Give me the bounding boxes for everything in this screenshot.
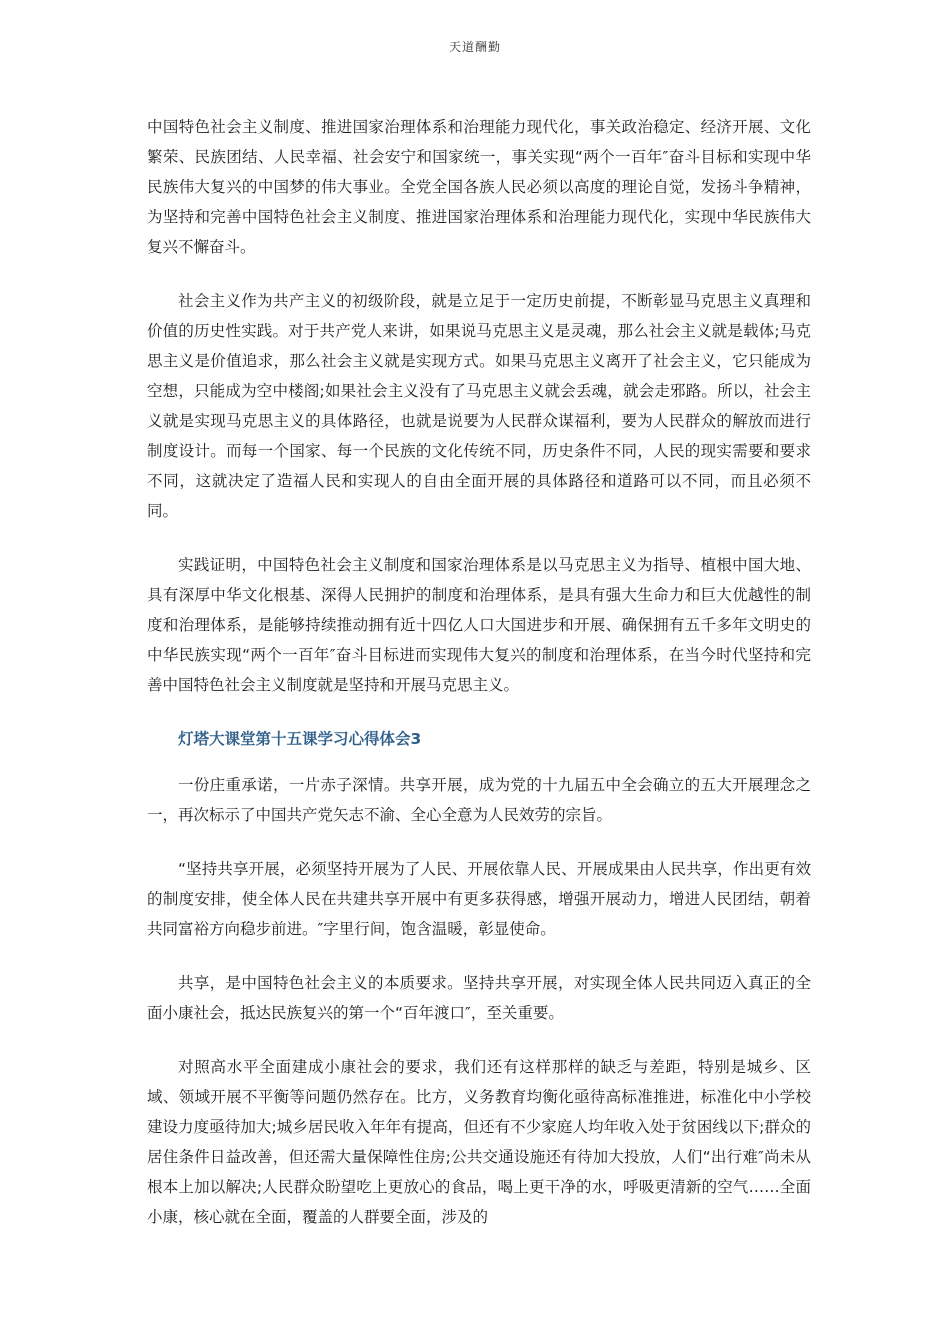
paragraph: 中国特色社会主义制度、推进国家治理体系和治理能力现代化，事关政治稳定、经济开展、文化繁荣、民族团结、人民幸福、社会安宁和国家统一，事关实现“两个一百年″奋斗目标和实现中华民族伟大复兴的中国梦的伟大事业。全党全国各族人民必须以高度的理论自觉，发扬斗争精神，为坚持和完善中国特色社会主义制度、推进国家治理体系和治理能力现代化，实现中华民族伟大复兴不懈奋斗。	[147, 118, 811, 256]
document-body	[147, 112, 811, 1256]
section-heading: 灯塔大课堂第十五课学习心得体会3	[178, 730, 422, 748]
paragraph: 共享，是中国特色社会主义的本质要求。坚持共享开展，对实现全体人民共同迈入真正的全面小康社会，抵达民族复兴的第一个“百年渡口″，至关重要。	[147, 974, 811, 1022]
page-header: 天道酬勤	[448, 40, 501, 54]
paragraph: “坚持共享开展，必须坚持开展为了人民、开展依靠人民、开展成果由人民共享，作出更有效的制度安排，使全体人民在共建共享开展中有更多获得感，增强开展动力，增进人民团结，朝着共同富裕方向稳步前进。″字里行间，饱含温暖，彰显使命。	[147, 860, 811, 938]
paragraph: 对照高水平全面建成小康社会的要求，我们还有这样那样的缺乏与差距，特别是城乡、区域、领域开展不平衡等问题仍然存在。比方，义务教育均衡化亟待高标准推进，标准化中小学校建设力度亟待加大;城乡居民收入年年有提高，但还有不少家庭人均年收入处于贫困线以下;群众的居住条件日益改善，但还需大量保障性住房;公共交通设施还有待加大投放，人们“出行难″尚未从根本上加以解决;人民群众盼望吃上更放心的食品，喝上更干净的水，呼吸更清新的空气……全面小康，核心就在全面，覆盖的人群要全面，涉及的	[147, 1058, 811, 1226]
paragraph: 社会主义作为共产主义的初级阶段，就是立足于一定历史前提，不断彰显马克思主义真理和价值的历史性实践。对于共产党人来讲，如果说马克思主义是灵魂，那么社会主义就是载体;马克思主义是价值追求，那么社会主义就是实现方式。如果马克思主义离开了社会主义，它只能成为空想，只能成为空中楼阁;如果社会主义没有了马克思主义就会丢魂，就会走邪路。所以，社会主义就是实现马克思主义的具体路径，也就是说要为人民群众谋福利，要为人民群众的解放而进行制度设计。而每一个国家、每一个民族的文化传统不同，历史条件不同，人民的现实需要和要求不同，这就决定了造福人民和实现人的自由全面开展的具体路径和道路可以不同，而且必须不同。	[147, 292, 811, 520]
paragraph: 一份庄重承诺，一片赤子深情。共享开展，成为党的十九届五中全会确立的五大开展理念之一，再次标示了中国共产党矢志不渝、全心全意为人民效劳的宗旨。	[147, 776, 811, 824]
paragraph: 实践证明，中国特色社会主义制度和国家治理体系是以马克思主义为指导、植根中国大地、具有深厚中华文化根基、深得人民拥护的制度和治理体系，是具有强大生命力和巨大优越性的制度和治理体系，是能够持续推动拥有近十四亿人口大国进步和开展、确保拥有五千多年文明史的中华民族实现“两个一百年″奋斗目标进而实现伟大复兴的制度和治理体系，在当今时代坚持和完善中国特色社会主义制度就是坚持和开展马克思主义。	[147, 556, 811, 694]
